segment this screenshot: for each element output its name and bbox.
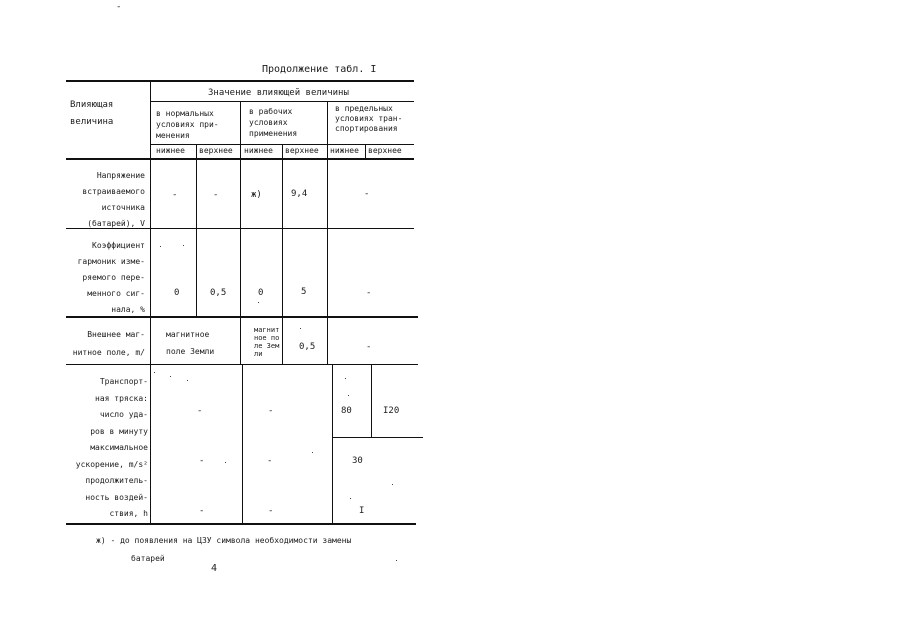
table-bottom-border xyxy=(66,523,416,525)
cell-voltage-normal-high: - xyxy=(213,190,219,200)
sub-normal-upper: верхнее xyxy=(199,146,233,155)
cell-transport-strikes-high: I20 xyxy=(383,406,400,416)
working-split-line xyxy=(282,144,283,364)
cell-magnetic-work-high: 0,5 xyxy=(299,342,316,352)
limit-strikes-split xyxy=(371,364,372,437)
group-working: в рабочих условиях применения xyxy=(249,107,298,138)
working-limit-line xyxy=(327,101,328,364)
continuation-label: Продолжение табл. I xyxy=(262,64,377,75)
footnote-line-2: батарей xyxy=(131,554,165,563)
cell-harmonics-limit: - xyxy=(366,288,372,298)
cell-transport-duration: I xyxy=(359,506,365,516)
cell-transport-work-1: - xyxy=(268,406,274,416)
sub-working-upper: верхнее xyxy=(285,146,319,155)
cell-harmonics-normal-low: 0 xyxy=(174,288,180,298)
header-value-group: Значение влияющей величины xyxy=(208,88,349,98)
cell-voltage-normal-low: - xyxy=(172,190,178,200)
row-transport-label: Транспорт- ная тряска: число уда- ров в минуту максимальное ускорение, m/s² продолжитель- ность воздей- ствия, h xyxy=(75,377,148,518)
normal-split-line xyxy=(196,144,197,316)
table-top-border xyxy=(66,80,414,82)
cell-transport-normal-2: - xyxy=(199,456,205,466)
limit-sub-split xyxy=(365,144,366,158)
limit-split-line xyxy=(333,437,423,438)
cell-voltage-work-low: ж) xyxy=(251,190,262,200)
cell-transport-strikes-low: 80 xyxy=(341,406,352,416)
group-limit: в предельных условиях тран- спортирования xyxy=(335,104,403,133)
cell-magnetic-normal: магнитное поле Земли xyxy=(166,330,215,356)
row-harmonics-label: Коэффициент гармоник изме- ряемого пере- менного сиг- нала, % xyxy=(77,241,145,314)
page-number: 4 xyxy=(211,563,218,574)
cell-voltage-limit: - xyxy=(364,189,370,199)
sub-normal-lower: нижнее xyxy=(156,146,185,155)
cell-voltage-work-high: 9,4 xyxy=(291,189,308,199)
normal-working-line xyxy=(240,101,241,364)
footnote-line-1: ж) - до появления на ЦЗУ символа необходимости замены xyxy=(96,536,352,545)
cell-harmonics-normal-high: 0,5 xyxy=(210,288,227,298)
label-column-line xyxy=(150,80,151,524)
row-voltage-label: Напряжение встраиваемого источника (батарей), V xyxy=(82,171,145,228)
normal-working-line-lower xyxy=(242,364,243,524)
group-normal: в нормальных условиях при- менения xyxy=(156,109,219,140)
cell-magnetic-work-low: магнит ное по ле Зем ли xyxy=(254,326,280,358)
cell-transport-work-2: - xyxy=(267,456,273,466)
cell-transport-work-3: - xyxy=(268,506,274,516)
stray-mark: - xyxy=(116,2,122,12)
sub-working-lower: нижнее xyxy=(244,146,273,155)
working-limit-line-lower xyxy=(332,364,333,524)
sub-limit-upper: верхнее xyxy=(368,146,402,155)
group-header-line xyxy=(150,101,414,102)
sub-limit-lower: нижнее xyxy=(330,146,359,155)
cell-transport-accel: 30 xyxy=(352,456,363,466)
cell-harmonics-work-low: 0 xyxy=(258,288,264,298)
header-influencing: Влияющая величина xyxy=(70,100,114,127)
cell-transport-normal-1: - xyxy=(197,406,203,416)
cell-transport-normal-3: - xyxy=(199,506,205,516)
cell-harmonics-work-high: 5 xyxy=(301,287,307,297)
cell-magnetic-limit: - xyxy=(366,342,372,352)
row-magnetic-label: Внешнее маг- нитное поле, m/ xyxy=(72,330,145,357)
